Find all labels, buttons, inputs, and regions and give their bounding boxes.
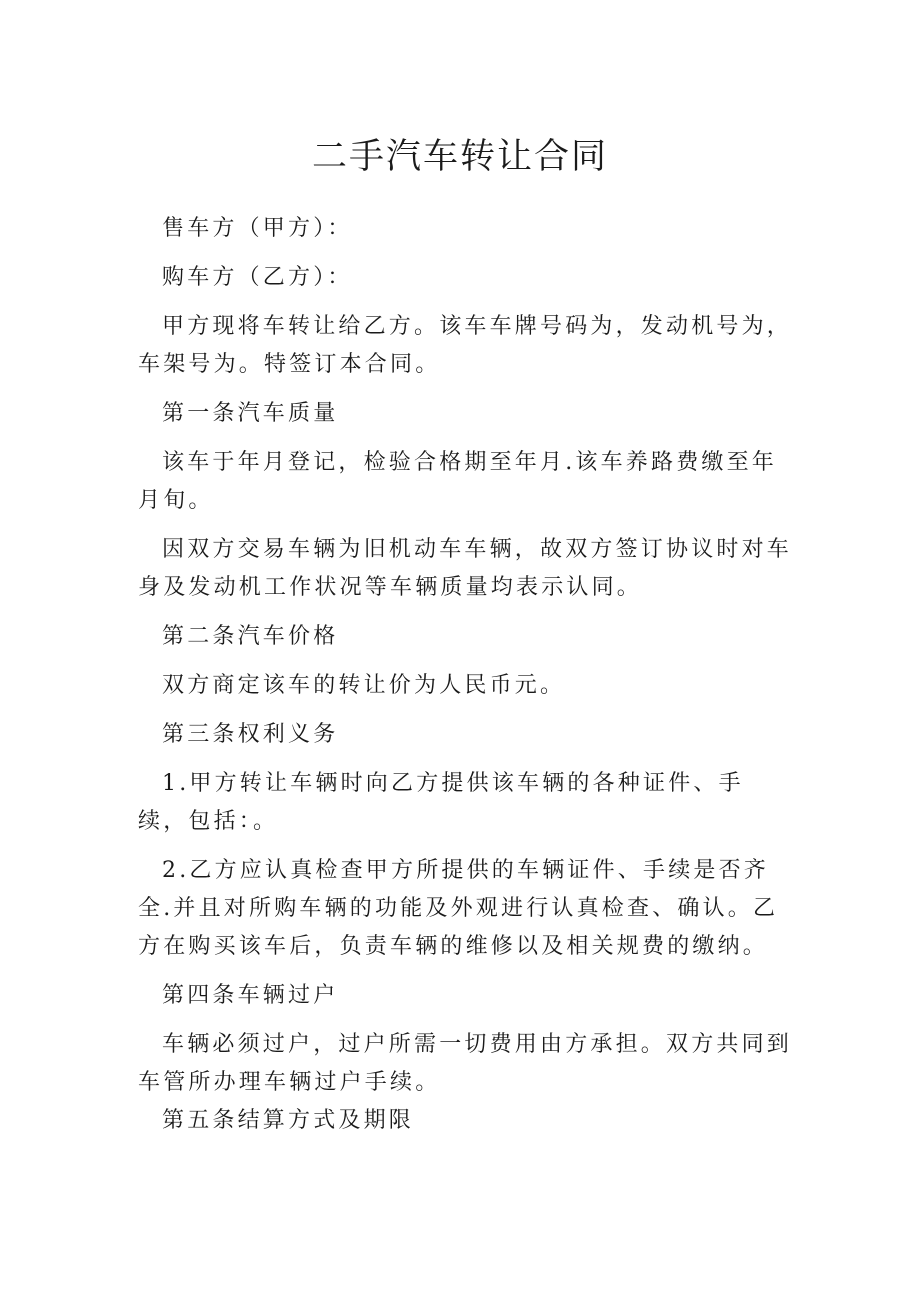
article-5-heading: 第五条结算方式及期限 (162, 1108, 415, 1133)
document-body (138, 210, 793, 1151)
article-1-paragraph-2: 因双方交易车辆为旧机动车车辆，故双方签订协议时对车身及发动机工作状况等车辆质量均表示认同。 (138, 537, 793, 600)
article-3-item-2: 2.乙方应认真检查甲方所提供的车辆证件、手续是否齐全.并且对所购车辆的功能及外观进行认真检查、确认。乙方在购买该车后，负责车辆的维修以及相关规费的缴纳。 (138, 858, 779, 959)
article-2-heading: 第二条汽车价格 (162, 624, 339, 649)
article-3-item-1: 1.甲方转让车辆时向乙方提供该车辆的各种证件、手续，包括：。 (138, 771, 744, 834)
seller-line: 售车方（甲方）： (162, 216, 353, 241)
buyer-line: 购车方（乙方）： (162, 265, 353, 290)
article-4-heading: 第四条车辆过户 (162, 983, 339, 1008)
intro-paragraph: 甲方现将车转让给乙方。该车车牌号码为，发动机号为，车架号为。特签订本合同。 (138, 314, 793, 377)
article-1-paragraph-1: 该车于年月登记，检验合格期至年月.该车养路费缴至年月旬。 (138, 450, 777, 513)
article-4-paragraph: 车辆必须过户，过户所需一切费用由方承担。双方共同到车管所办理车辆过户手续。 (138, 1032, 793, 1095)
article-3-heading: 第三条权利义务 (162, 722, 339, 747)
document-title: 二手汽车转让合同 (311, 137, 608, 177)
article-1-heading: 第一条汽车质量 (162, 401, 339, 426)
article-2-paragraph: 双方商定该车的转让价为人民币元。 (162, 673, 566, 698)
